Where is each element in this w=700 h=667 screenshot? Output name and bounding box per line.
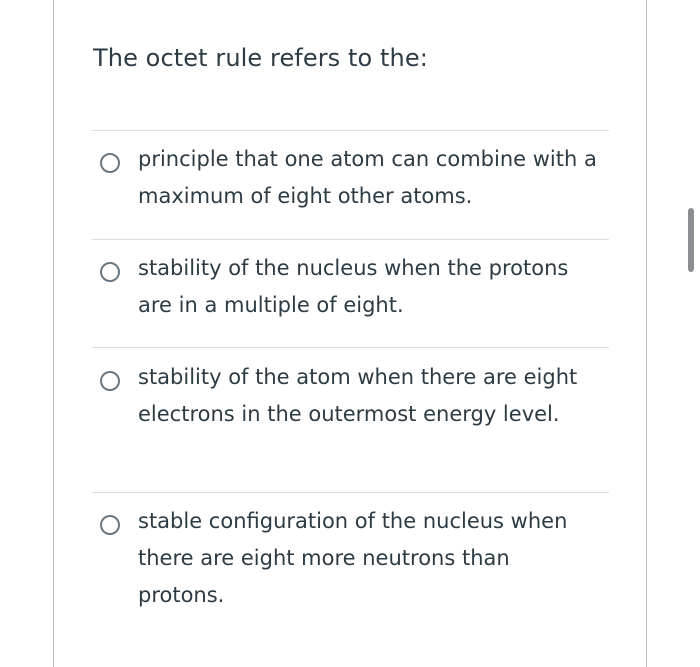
question-text: The octet rule refers to the:	[93, 44, 428, 72]
scrollbar-thumb[interactable]	[688, 208, 694, 272]
frame-border-left	[53, 0, 54, 667]
radio-button-icon[interactable]	[100, 515, 120, 535]
divider	[92, 239, 609, 240]
radio-button-icon[interactable]	[100, 371, 120, 391]
answer-option-label: principle that one atom can combine with a maximum of eight other atoms.	[138, 147, 597, 208]
answer-option-label: stability of the nucleus when the protons are in a multiple of eight.	[138, 256, 569, 317]
frame-border-right	[646, 0, 647, 667]
divider	[92, 347, 609, 348]
radio-button-icon[interactable]	[100, 262, 120, 282]
radio-button-icon[interactable]	[100, 153, 120, 173]
answer-option-label: stability of the atom when there are eight electrons in the outermost energy level.	[138, 365, 578, 426]
answer-option-label: stable configuration of the nucleus when there are eight more neutrons than protons.	[138, 509, 568, 607]
divider	[92, 130, 609, 131]
divider	[92, 492, 609, 493]
